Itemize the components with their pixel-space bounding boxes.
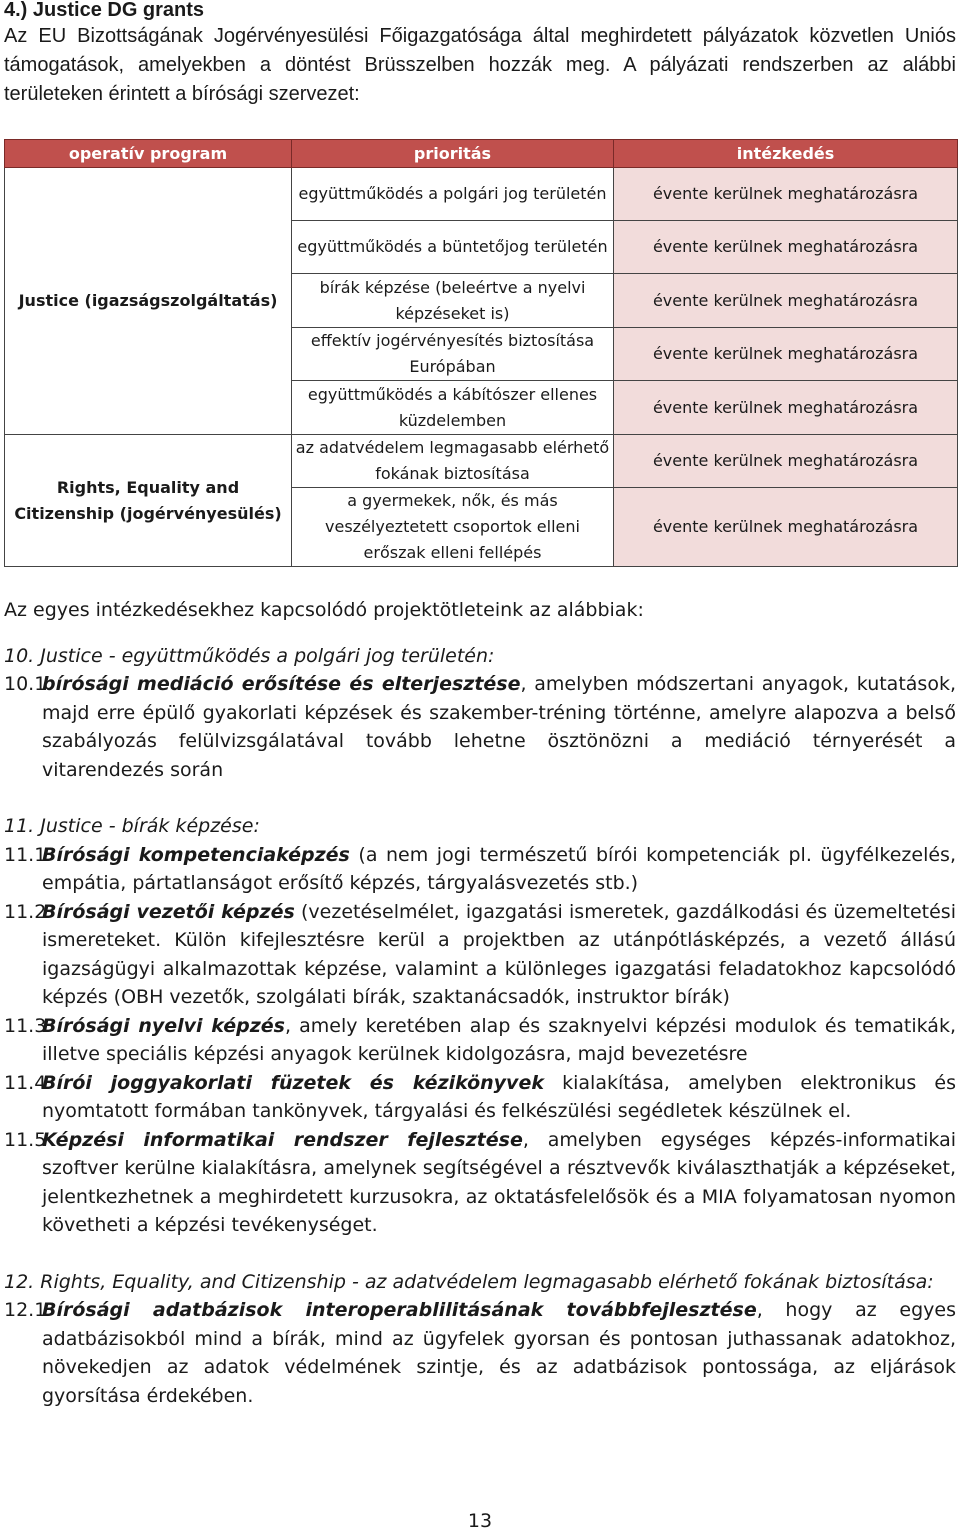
item-number: 11.2	[4, 900, 47, 923]
item-text: , amelyben egységes képzés-informatikai szoftver kerülne kialakításra, amelynek segítségével a résztvevők kiválaszthatják a képzéseket, jelentkezhetnek a meghirdetett kurzusokra, az oktatásfelelősök és a MIA folyamatosan nyomon követheti a képzési tevékenységet.	[42, 1128, 956, 1236]
item-emphasis: Képzési informatikai rendszer fejlesztése	[42, 1128, 523, 1151]
table-row	[5, 168, 958, 221]
section-title: 10. Justice - együttműködés a polgári jog területén:	[4, 644, 495, 667]
item-number: 11.1	[4, 843, 47, 866]
priority-cell: együttműködés a polgári jog területén	[292, 168, 614, 221]
item-number: 11.3	[4, 1014, 47, 1037]
item-emphasis: bírósági mediáció erősítése és elterjesztése	[42, 673, 521, 695]
page-number: 13	[467, 1510, 493, 1532]
item-text: , amely keretében alap és szaknyelvi képzési modulok és tematikák, illetve speciális képzési anyagok kerülnek kidolgozásra, majd bevezetésre	[42, 1014, 956, 1065]
measure-cell: évente kerülnek meghatározásra	[614, 381, 958, 435]
list-item	[4, 1126, 956, 1240]
priority-cell: együttműködés a kábítószer ellenes küzdelemben	[292, 381, 614, 435]
priority-cell: bírák képzése (beleértve a nyelvi képzéseket is)	[292, 274, 614, 328]
item-emphasis: Bírósági vezetői képzés	[42, 900, 295, 923]
measure-cell: évente kerülnek meghatározásra	[614, 488, 958, 567]
header-operative-program: operatív program	[5, 140, 292, 168]
priority-cell: az adatvédelem legmagasabb elérhető fokának biztosítása	[292, 435, 614, 488]
priority-cell: együttműködés a büntetőjog területén	[292, 221, 614, 274]
table-row	[5, 435, 958, 488]
section-title: 11. Justice - bírák képzése:	[4, 815, 260, 837]
measure-cell: évente kerülnek meghatározásra	[614, 168, 958, 221]
item-emphasis: Bírósági adatbázisok interoperablilitásának továbbfejlesztése	[42, 1299, 757, 1321]
measure-cell: évente kerülnek meghatározásra	[614, 435, 958, 488]
header-measure: intézkedés	[614, 140, 958, 168]
program-rights-equality: Rights, Equality and Citizenship (jogérvényesülés)	[5, 435, 292, 567]
list-item	[4, 898, 956, 1012]
list-item	[4, 1012, 956, 1069]
item-number: 10.1	[4, 673, 47, 695]
item-emphasis: Bírósági kompetenciaképzés	[42, 843, 350, 866]
lead-paragraph: Az egyes intézkedésekhez kapcsolódó projektötleteink az alábbiak:	[4, 599, 644, 621]
list-item	[4, 841, 956, 898]
measure-cell: évente kerülnek meghatározásra	[614, 274, 958, 328]
grants-table	[4, 139, 958, 567]
list-item	[4, 1296, 956, 1410]
item-text: kialakítása, amelyben elektronikus és nyomtatott formában tankönyvek, tárgyalási és felkészülési segédletek készülnek el.	[42, 1071, 956, 1122]
item-number: 11.4	[4, 1071, 47, 1094]
item-text: (a nem jogi természetű bírói kompetenciák pl. ügyfélkezelés, empátia, pártatlanságot erősítő képzés, tárgyalásvezetés stb.)	[42, 843, 956, 894]
header-priority: prioritás	[292, 140, 614, 168]
measure-cell: évente kerülnek meghatározásra	[614, 221, 958, 274]
item-emphasis: Bírói joggyakorlati füzetek és kézikönyvek	[42, 1071, 544, 1094]
item-number: 11.5	[4, 1128, 47, 1151]
item-number: 12.1	[4, 1299, 47, 1321]
item-text: (vezetéselmélet, igazgatási ismeretek, gazdálkodási és üzemeltetési ismereteket. Külön kifejlesztésre kerül a projektben az utánpótlásképzés, a vezető állású igazságügyi alkalmazottak képzése, valamint a különleges igazgatási feladatokhoz kapcsolódó képzés (OBH vezetők, szolgálati bírák, szaktanácsadók, instruktor bírák)	[42, 900, 956, 1008]
priority-cell: effektív jogérvényesítés biztosítása Európában	[292, 328, 614, 381]
intro-paragraph: Az EU Bizottságának Jogérvényesülési Főigazgatósága által meghirdetett pályázatok közvetlen Uniós támogatások, amelyekben a döntést Brüsszelben hozzák meg. A pályázati rendszerben az alábbi területeken érintett a bírósági szervezet:	[4, 25, 956, 105]
project-ideas	[4, 596, 956, 1410]
program-justice: Justice (igazságszolgáltatás)	[5, 168, 292, 435]
section-title: 12. Rights, Equality, and Citizenship - az adatvédelem legmagasabb elérhető fokának biztosítása:	[4, 1270, 934, 1293]
list-item	[4, 670, 956, 784]
section-heading: 4.) Justice DG grants	[4, 0, 205, 21]
priority-cell: a gyermekek, nők, és más veszélyeztetett csoportok elleni erőszak elleni fellépés	[292, 488, 614, 567]
table-header-row	[5, 140, 958, 168]
item-text: , hogy az egyes adatbázisokból mind a bírák, mind az ügyfelek gyorsan és pontosan juthassanak adatokhoz, növekedjen az adatok védelmének szintje, és az adatbázisok pontossága, az eljárások gyorsítása érdekében.	[42, 1299, 956, 1407]
measure-cell: évente kerülnek meghatározásra	[614, 328, 958, 381]
list-item	[4, 1069, 956, 1126]
item-text: , amelyben módszertani anyagok, kutatások, majd erre épülő gyakorlati képzések és szakember-tréning történne, amelyre alapozva a belső szabályozás felülvizsgálatával tovább lehetne ösztönözni a mediáció térnyerését a vitarendezés során	[42, 673, 956, 781]
item-emphasis: Bírósági nyelvi képzés	[42, 1014, 285, 1037]
